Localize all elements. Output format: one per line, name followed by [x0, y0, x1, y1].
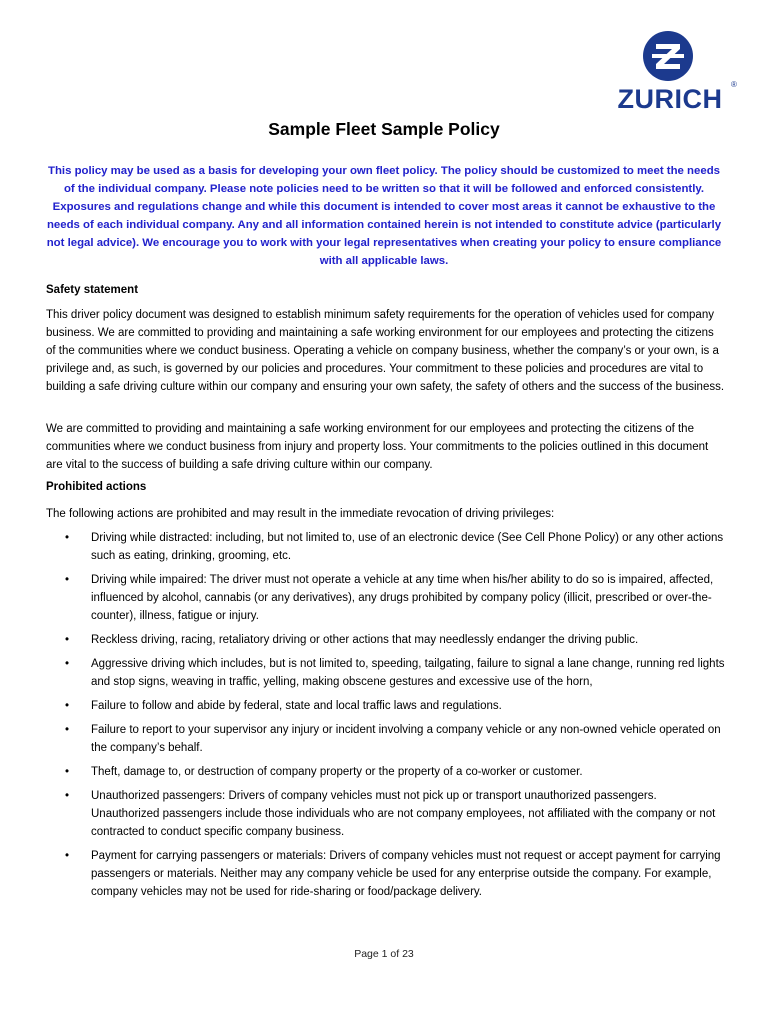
intro-disclaimer: This policy may be used as a basis for developing your own fleet policy. The policy should be customized to meet the needs of the individual company. Please note policies need to be written so that it will be followed and enforced consistently. Exposures and regulations change and while this document is intended to cover most areas it cannot be exhaustive to the needs of each individual company. Any and all information contained herein is not intended to constitute advice (particularly not legal advice). We encourage you to work with your legal representatives when creating your policy to ensure compliance with all applicable laws. — [46, 165, 722, 267]
safety-paragraph-2: We are committed to providing and maintaining a safe working environment for our employees and protecting the citizens of the communities where we conduct business from injury and property loss. Your commitments to the policies outlined in this document are vital to the success of building a safe driving culture within our company. — [46, 423, 709, 471]
bullet-icon: • — [65, 574, 70, 586]
registered-mark: ® — [731, 80, 737, 89]
document-title: Sample Fleet Sample Policy — [268, 119, 500, 139]
zurich-z-logo-icon — [642, 30, 694, 82]
list-item: • Failure to follow and abide by federal, state and local traffic laws and regulations. — [46, 697, 726, 715]
prohibited-actions-heading: Prohibited actions — [46, 481, 147, 493]
safety-statement-heading: Safety statement — [46, 284, 139, 296]
prohibited-actions-list — [46, 529, 726, 901]
bullet-icon: • — [65, 766, 70, 778]
bullet-icon: • — [65, 700, 70, 712]
list-item: • Failure to report to your supervisor any injury or incident involving a company vehicle or any non-owned vehicle operated on the company’s behalf. — [46, 721, 726, 757]
list-item: • Driving while distracted: including, but not limited to, use of an electronic device (See Cell Phone Policy) or any other actions such as eating, drinking, grooming, etc. — [46, 529, 726, 565]
safety-paragraph-1: This driver policy document was designed to establish minimum safety requirements for the operation of vehicles used for company business. We are committed to providing and maintaining a safe working environment for our employees and protecting the citizens of the communities where we conduct business. Operating a vehicle on company business, whether the company’s or your own, is a privilege and, as such, is governed by our policies and procedures. Your commitment to these policies and procedures are vital to building a safe driving culture within our company and ensuring your own safety, the safety of others and the success of the business. — [46, 309, 725, 393]
zurich-logo — [600, 26, 740, 122]
list-item: • Unauthorized passengers: Drivers of company vehicles must not pick up or transport unauthorized passengers. Unauthorized passengers include those individuals who are not company employees, not affiliated with the company or not contracted to conduct specific company business. — [46, 787, 726, 841]
bullet-icon: • — [65, 658, 70, 670]
prohibited-lead-text: The following actions are prohibited and may result in the immediate revocation of driving privileges: — [46, 508, 555, 520]
logo-wordmark: ZURICH — [617, 84, 723, 114]
bullet-icon: • — [65, 634, 70, 646]
bullet-icon: • — [65, 790, 70, 802]
bullet-icon: • — [65, 850, 70, 862]
list-item: • Theft, damage to, or destruction of company property or the property of a co-worker or customer. — [46, 763, 726, 781]
list-item: • Aggressive driving which includes, but is not limited to, speeding, tailgating, failure to signal a lane change, running red lights and stop signs, weaving in traffic, yelling, making obscene gestures and excessive use of the horn, — [46, 655, 726, 691]
list-item: • Driving while impaired: The driver must not operate a vehicle at any time when his/her ability to do so is impaired, affected, influenced by alcohol, cannabis (or any derivatives), any drugs prohibited by company policy (illicit, prescribed or over-the-counter), illness, fatigue or injury. — [46, 571, 726, 625]
list-item: • Reckless driving, racing, retaliatory driving or other actions that may needlessly endanger the driving public. — [46, 631, 726, 649]
page-number-footer: Page 1 of 23 — [354, 948, 414, 960]
list-item: • Payment for carrying passengers or materials: Drivers of company vehicles must not request or accept payment for carrying passengers or materials. Neither may any company vehicle be used for any enterprise outside the company. For example, company vehicles may not be used for ride-sharing or food/package delivery. — [46, 847, 726, 901]
bullet-icon: • — [65, 724, 70, 736]
bullet-icon: • — [65, 532, 70, 544]
